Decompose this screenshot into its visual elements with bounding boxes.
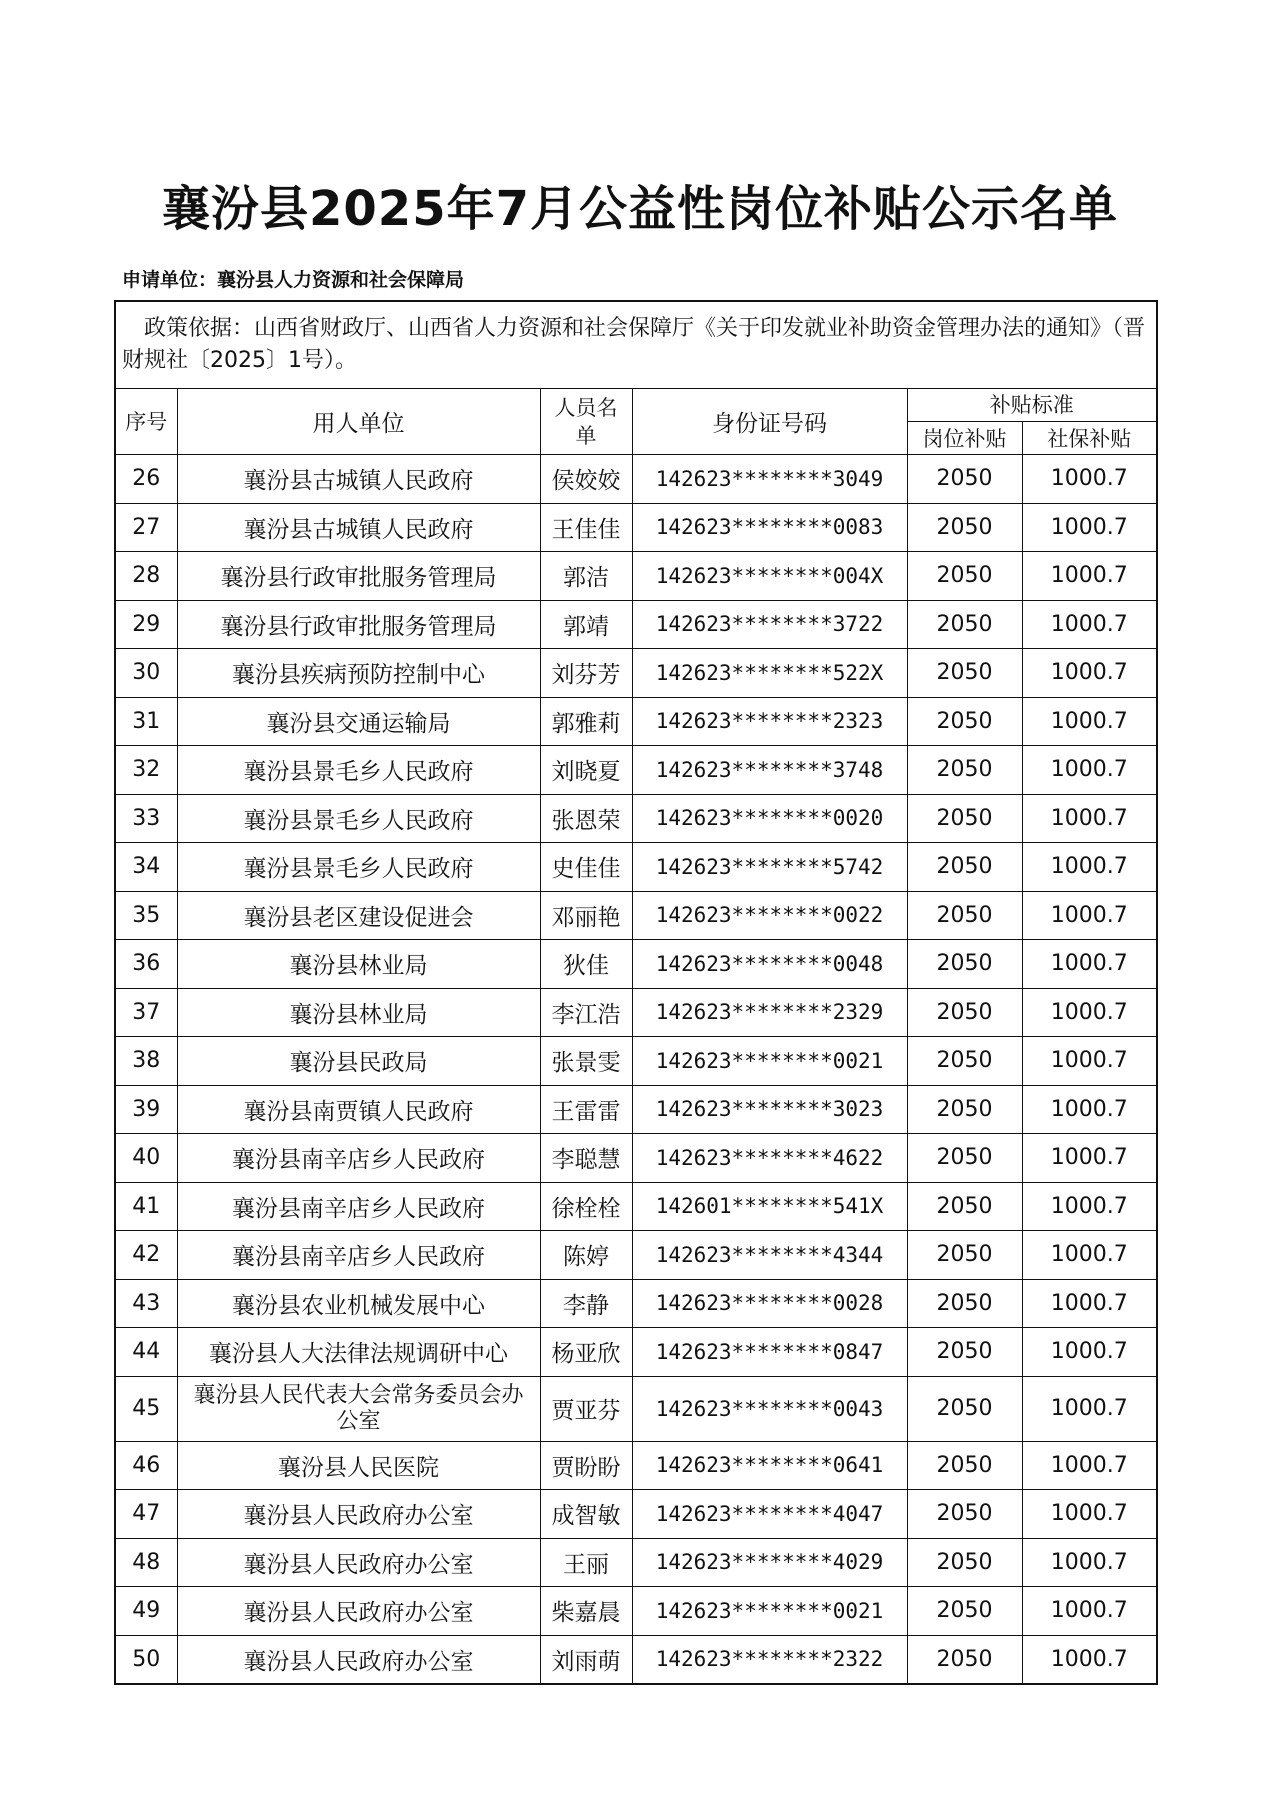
cell-social-subsidy: 1000.7: [1022, 746, 1157, 795]
cell-social-subsidy: 1000.7: [1022, 794, 1157, 843]
cell-unit: 襄汾县南辛店乡人民政府: [177, 1182, 540, 1231]
cell-seq: 27: [115, 503, 177, 552]
cell-post-subsidy: 2050: [907, 1037, 1022, 1086]
cell-social-subsidy: 1000.7: [1022, 1182, 1157, 1231]
cell-id: 142623********0028: [632, 1279, 907, 1328]
table-row: [115, 988, 1157, 1037]
cell-post-subsidy: 2050: [907, 1587, 1022, 1636]
header-name: 人员名单: [540, 389, 632, 455]
cell-id: 142623********4029: [632, 1538, 907, 1587]
table-row: [115, 1635, 1157, 1684]
cell-seq: 46: [115, 1441, 177, 1490]
cell-unit: 襄汾县人民政府办公室: [177, 1587, 540, 1636]
cell-id: 142623********0847: [632, 1328, 907, 1377]
cell-id: 142623********2329: [632, 988, 907, 1037]
cell-name: 刘晓夏: [540, 746, 632, 795]
policy-text: 政策依据：山西省财政厅、山西省人力资源和社会保障厅《关于印发就业补助资金管理办法的通知》（晋财规社〔2025〕1号）。: [115, 301, 1157, 389]
cell-unit: 襄汾县人民政府办公室: [177, 1490, 540, 1539]
cell-id: 142623********004X: [632, 552, 907, 601]
header-id: 身份证号码: [632, 389, 907, 455]
cell-name: 张恩荣: [540, 794, 632, 843]
cell-social-subsidy: 1000.7: [1022, 1279, 1157, 1328]
cell-unit: 襄汾县林业局: [177, 988, 540, 1037]
cell-name: 成智敏: [540, 1490, 632, 1539]
cell-post-subsidy: 2050: [907, 455, 1022, 504]
cell-unit: 襄汾县人民医院: [177, 1441, 540, 1490]
cell-post-subsidy: 2050: [907, 1441, 1022, 1490]
cell-name: 刘芬芳: [540, 649, 632, 698]
cell-name: 郭洁: [540, 552, 632, 601]
cell-name: 陈婷: [540, 1231, 632, 1280]
table-row: [115, 794, 1157, 843]
cell-id: 142623********0048: [632, 940, 907, 989]
table-row: [115, 940, 1157, 989]
table-row: [115, 697, 1157, 746]
cell-social-subsidy: 1000.7: [1022, 697, 1157, 746]
cell-name: 狄佳: [540, 940, 632, 989]
cell-name: 李静: [540, 1279, 632, 1328]
cell-post-subsidy: 2050: [907, 1635, 1022, 1684]
cell-social-subsidy: 1000.7: [1022, 600, 1157, 649]
cell-seq: 33: [115, 794, 177, 843]
table-row: [115, 649, 1157, 698]
cell-unit: 襄汾县交通运输局: [177, 697, 540, 746]
cell-id: 142623********4622: [632, 1134, 907, 1183]
cell-post-subsidy: 2050: [907, 891, 1022, 940]
cell-name: 郭雅莉: [540, 697, 632, 746]
cell-social-subsidy: 1000.7: [1022, 649, 1157, 698]
cell-seq: 34: [115, 843, 177, 892]
cell-seq: 41: [115, 1182, 177, 1231]
cell-name: 刘雨萌: [540, 1635, 632, 1684]
cell-id: 142623********0043: [632, 1376, 907, 1441]
cell-unit: 襄汾县老区建设促进会: [177, 891, 540, 940]
cell-id: 142623********3748: [632, 746, 907, 795]
cell-social-subsidy: 1000.7: [1022, 988, 1157, 1037]
cell-id: 142623********0022: [632, 891, 907, 940]
cell-social-subsidy: 1000.7: [1022, 1085, 1157, 1134]
cell-seq: 35: [115, 891, 177, 940]
cell-id: 142623********0083: [632, 503, 907, 552]
cell-post-subsidy: 2050: [907, 794, 1022, 843]
cell-id: 142623********0641: [632, 1441, 907, 1490]
cell-post-subsidy: 2050: [907, 988, 1022, 1037]
cell-social-subsidy: 1000.7: [1022, 843, 1157, 892]
cell-seq: 48: [115, 1538, 177, 1587]
cell-unit: 襄汾县人大法律法规调研中心: [177, 1328, 540, 1377]
cell-unit: 襄汾县行政审批服务管理局: [177, 552, 540, 601]
table-row: [115, 1134, 1157, 1183]
cell-unit: 襄汾县人民政府办公室: [177, 1538, 540, 1587]
cell-post-subsidy: 2050: [907, 1376, 1022, 1441]
cell-name: 徐栓栓: [540, 1182, 632, 1231]
cell-unit: 襄汾县人民代表大会常务委员会办公室: [177, 1376, 540, 1441]
cell-seq: 37: [115, 988, 177, 1037]
header-row: [115, 389, 1157, 422]
cell-social-subsidy: 1000.7: [1022, 1231, 1157, 1280]
cell-name: 柴嘉晨: [540, 1587, 632, 1636]
subsidy-table: [114, 300, 1158, 1685]
cell-name: 贾盼盼: [540, 1441, 632, 1490]
cell-id: 142623********0020: [632, 794, 907, 843]
cell-social-subsidy: 1000.7: [1022, 552, 1157, 601]
cell-post-subsidy: 2050: [907, 697, 1022, 746]
header-seq: 序号: [115, 389, 177, 455]
policy-row: [115, 301, 1157, 389]
cell-social-subsidy: 1000.7: [1022, 1587, 1157, 1636]
cell-social-subsidy: 1000.7: [1022, 940, 1157, 989]
cell-name: 侯姣姣: [540, 455, 632, 504]
page-title: 襄汾县2025年7月公益性岗位补贴公示名单: [162, 181, 1118, 237]
cell-name: 郭靖: [540, 600, 632, 649]
cell-seq: 31: [115, 697, 177, 746]
cell-social-subsidy: 1000.7: [1022, 1635, 1157, 1684]
table-row: [115, 746, 1157, 795]
cell-unit: 襄汾县疾病预防控制中心: [177, 649, 540, 698]
cell-social-subsidy: 1000.7: [1022, 1490, 1157, 1539]
cell-unit: 襄汾县人民政府办公室: [177, 1635, 540, 1684]
cell-unit: 襄汾县南辛店乡人民政府: [177, 1134, 540, 1183]
cell-seq: 44: [115, 1328, 177, 1377]
table-row: [115, 1279, 1157, 1328]
cell-name: 贾亚芬: [540, 1376, 632, 1441]
cell-unit: 襄汾县景毛乡人民政府: [177, 746, 540, 795]
cell-name: 王丽: [540, 1538, 632, 1587]
cell-post-subsidy: 2050: [907, 746, 1022, 795]
cell-id: 142623********4344: [632, 1231, 907, 1280]
cell-social-subsidy: 1000.7: [1022, 455, 1157, 504]
cell-social-subsidy: 1000.7: [1022, 891, 1157, 940]
cell-seq: 38: [115, 1037, 177, 1086]
cell-name: 王雷雷: [540, 1085, 632, 1134]
cell-unit: 襄汾县景毛乡人民政府: [177, 794, 540, 843]
cell-social-subsidy: 1000.7: [1022, 1441, 1157, 1490]
table-row: [115, 503, 1157, 552]
cell-post-subsidy: 2050: [907, 843, 1022, 892]
cell-post-subsidy: 2050: [907, 1085, 1022, 1134]
cell-post-subsidy: 2050: [907, 940, 1022, 989]
cell-unit: 襄汾县古城镇人民政府: [177, 455, 540, 504]
cell-seq: 30: [115, 649, 177, 698]
cell-post-subsidy: 2050: [907, 1328, 1022, 1377]
cell-id: 142623********4047: [632, 1490, 907, 1539]
cell-id: 142623********5742: [632, 843, 907, 892]
table-row: [115, 552, 1157, 601]
cell-social-subsidy: 1000.7: [1022, 1134, 1157, 1183]
cell-id: 142623********2323: [632, 697, 907, 746]
header-social-subsidy: 社保补贴: [1022, 422, 1157, 455]
table-row: [115, 1085, 1157, 1134]
cell-post-subsidy: 2050: [907, 552, 1022, 601]
cell-seq: 36: [115, 940, 177, 989]
table-row: [115, 1037, 1157, 1086]
cell-id: 142623********522X: [632, 649, 907, 698]
cell-post-subsidy: 2050: [907, 1490, 1022, 1539]
table-row: [115, 891, 1157, 940]
cell-post-subsidy: 2050: [907, 649, 1022, 698]
cell-id: 142623********3023: [632, 1085, 907, 1134]
cell-social-subsidy: 1000.7: [1022, 1376, 1157, 1441]
cell-social-subsidy: 1000.7: [1022, 1538, 1157, 1587]
table-row: [115, 1538, 1157, 1587]
cell-post-subsidy: 2050: [907, 1182, 1022, 1231]
cell-seq: 26: [115, 455, 177, 504]
header-post-subsidy: 岗位补贴: [907, 422, 1022, 455]
table-row: [115, 455, 1157, 504]
cell-name: 王佳佳: [540, 503, 632, 552]
cell-seq: 32: [115, 746, 177, 795]
cell-name: 杨亚欣: [540, 1328, 632, 1377]
cell-post-subsidy: 2050: [907, 503, 1022, 552]
applicant-line: 申请单位：襄汾县人力资源和社会保障局: [122, 269, 465, 291]
cell-social-subsidy: 1000.7: [1022, 1328, 1157, 1377]
cell-unit: 襄汾县南贾镇人民政府: [177, 1085, 540, 1134]
table-row: [115, 1490, 1157, 1539]
cell-id: 142623********2322: [632, 1635, 907, 1684]
cell-unit: 襄汾县景毛乡人民政府: [177, 843, 540, 892]
cell-post-subsidy: 2050: [907, 1279, 1022, 1328]
cell-unit: 襄汾县古城镇人民政府: [177, 503, 540, 552]
cell-id: 142623********3722: [632, 600, 907, 649]
cell-social-subsidy: 1000.7: [1022, 503, 1157, 552]
cell-post-subsidy: 2050: [907, 600, 1022, 649]
table-row: [115, 843, 1157, 892]
table-row: [115, 1328, 1157, 1377]
cell-seq: 50: [115, 1635, 177, 1684]
cell-unit: 襄汾县农业机械发展中心: [177, 1279, 540, 1328]
cell-unit: 襄汾县林业局: [177, 940, 540, 989]
cell-name: 邓丽艳: [540, 891, 632, 940]
table-row: [115, 1441, 1157, 1490]
cell-unit: 襄汾县民政局: [177, 1037, 540, 1086]
cell-seq: 29: [115, 600, 177, 649]
cell-id: 142623********0021: [632, 1037, 907, 1086]
cell-seq: 43: [115, 1279, 177, 1328]
cell-seq: 42: [115, 1231, 177, 1280]
cell-post-subsidy: 2050: [907, 1134, 1022, 1183]
cell-seq: 49: [115, 1587, 177, 1636]
cell-unit: 襄汾县南辛店乡人民政府: [177, 1231, 540, 1280]
cell-name: 史佳佳: [540, 843, 632, 892]
cell-unit: 襄汾县行政审批服务管理局: [177, 600, 540, 649]
cell-name: 李江浩: [540, 988, 632, 1037]
header-unit: 用人单位: [177, 389, 540, 455]
cell-social-subsidy: 1000.7: [1022, 1037, 1157, 1086]
cell-id: 142623********0021: [632, 1587, 907, 1636]
cell-seq: 39: [115, 1085, 177, 1134]
table-row: [115, 1376, 1157, 1441]
table-row: [115, 1587, 1157, 1636]
cell-seq: 40: [115, 1134, 177, 1183]
cell-post-subsidy: 2050: [907, 1538, 1022, 1587]
cell-post-subsidy: 2050: [907, 1231, 1022, 1280]
table-row: [115, 600, 1157, 649]
cell-id: 142623********3049: [632, 455, 907, 504]
cell-id: 142601********541X: [632, 1182, 907, 1231]
cell-seq: 28: [115, 552, 177, 601]
header-subsidy: 补贴标准: [907, 389, 1157, 422]
table-row: [115, 1231, 1157, 1280]
cell-name: 张景雯: [540, 1037, 632, 1086]
cell-name: 李聪慧: [540, 1134, 632, 1183]
cell-seq: 47: [115, 1490, 177, 1539]
cell-seq: 45: [115, 1376, 177, 1441]
table-row: [115, 1182, 1157, 1231]
